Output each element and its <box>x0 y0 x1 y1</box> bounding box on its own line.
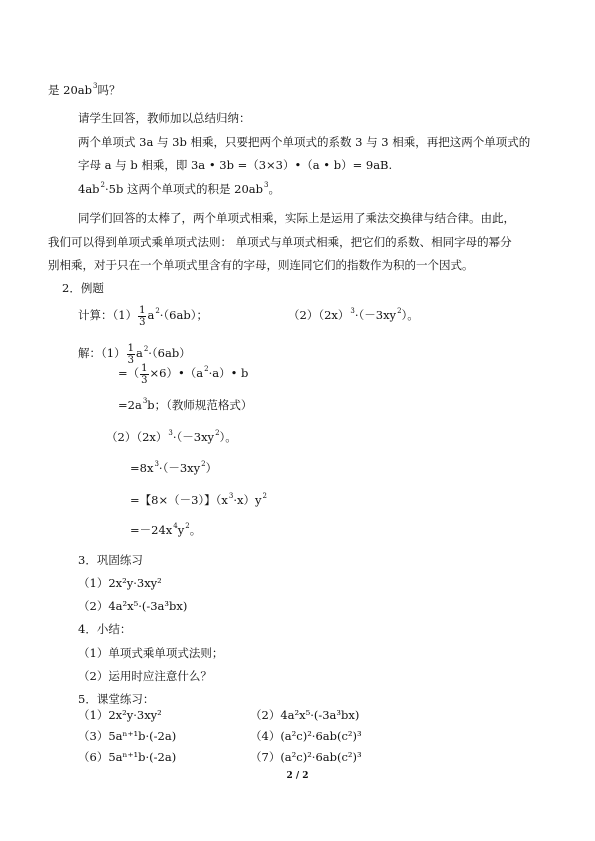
summary-item: （1）单项式乘单项式法则； <box>78 646 224 660</box>
text: 。 <box>189 523 202 537</box>
practice-item: （4）(a²c)²·6ab(c²)³ <box>250 729 362 743</box>
practice-item: （1）2x²y·3xy² <box>78 708 162 722</box>
practice-item: （2）4a²x⁵·(-3a³bx) <box>250 708 360 722</box>
text: ·（－3xy <box>354 308 397 322</box>
calc-line <box>78 300 208 330</box>
text: （2）（2x） <box>106 430 168 444</box>
paragraph: 请学生回答，教师加以总结归纳： <box>78 111 251 125</box>
solution-line <box>106 430 237 444</box>
exponent: 2 <box>155 307 160 315</box>
fraction-denominator: 3 <box>141 374 148 386</box>
text: 解：（1） <box>78 346 126 360</box>
text: ·5b 这两个单项式的积是 20ab <box>105 182 264 196</box>
section-heading: 3．巩固练习 <box>78 553 143 567</box>
exponent: 2 <box>100 181 106 189</box>
exercise-item: （1）2x²y·3xy² <box>78 576 162 590</box>
solution-line <box>130 523 201 537</box>
text: 4ab <box>78 182 100 196</box>
section-heading: 5．课堂练习： <box>78 692 155 706</box>
fraction <box>138 305 146 328</box>
text: ） <box>205 461 218 475</box>
paragraph: 我们可以得到单项式乘单项式法则： 单项式与单项式相乘，把它们的系数、相同字母的幂分 <box>48 235 512 249</box>
text: 计算：（1） <box>78 308 138 322</box>
section-heading: 4．小结： <box>78 622 132 636</box>
exponent: 3 <box>154 460 159 468</box>
exponent: 2 <box>143 345 149 353</box>
fraction-numerator: 1 <box>141 362 148 374</box>
practice-item: （7）(a²c)²·6ab(c²)³ <box>250 750 362 764</box>
question-line <box>48 83 120 97</box>
exercise-item: （2）4a²x⁵·(-3a³bx) <box>78 599 188 613</box>
exponent: 3 <box>142 397 148 405</box>
fraction-numerator: 1 <box>139 304 146 316</box>
solution-line <box>118 398 252 412</box>
text: ）。 <box>219 430 237 444</box>
text: a <box>135 346 143 360</box>
question-text: 是 20ab <box>48 83 93 97</box>
text: ·（－3xy <box>172 430 215 444</box>
solution-line <box>130 493 267 507</box>
exponent: 2 <box>215 429 220 437</box>
text: =（ <box>118 366 140 380</box>
summary-item: （2）运用时应注意什么？ <box>78 669 212 683</box>
exponent: 3 <box>264 181 269 189</box>
text: ·（6ab） <box>148 346 191 360</box>
exponent: 2 <box>185 522 190 530</box>
practice-item: （3）5aⁿ⁺¹b·(-2a) <box>78 729 177 743</box>
text: =8x <box>130 461 154 475</box>
exponent: 2 <box>262 492 267 500</box>
solution-line <box>118 358 248 388</box>
text: a <box>147 308 155 322</box>
exponent: 4 <box>173 522 178 530</box>
practice-item: （6）5aⁿ⁺¹b·(-2a) <box>78 750 177 764</box>
exponent: 2 <box>204 365 209 373</box>
exponent: 3 <box>350 307 355 315</box>
section-heading: 2．例题 <box>62 281 104 295</box>
text: （2）（2x） <box>288 308 350 322</box>
fraction <box>140 363 148 386</box>
text: 。 <box>268 182 280 196</box>
page-number: 2 / 2 <box>286 771 309 781</box>
fraction-denominator: 3 <box>127 354 134 366</box>
fraction-denominator: 3 <box>139 316 146 328</box>
exponent: 2 <box>397 307 402 315</box>
paragraph: 字母 a 与 b 相乘，即 3a • 3b =（3×3）•（a • b）= 9aB. <box>78 158 393 172</box>
text: ·x）y <box>233 493 262 507</box>
exponent: 3 <box>93 82 98 90</box>
paragraph <box>78 182 280 196</box>
paragraph: 同学们回答的太棒了，两个单项式相乘，实际上是运用了乘法交换律与结合律。由此， <box>78 211 515 225</box>
exponent: 3 <box>228 492 234 500</box>
exponent: 3 <box>168 429 173 437</box>
paragraph: 两个单项式 3a 与 3b 相乘，只要把两个单项式的系数 3 与 3 相乘，再把这两个单项式的 <box>78 135 531 149</box>
fraction-numerator: 1 <box>127 342 134 354</box>
text: =－24x <box>130 523 173 537</box>
solution-line <box>130 461 217 475</box>
text: y <box>177 523 185 537</box>
text: ×6）•（a <box>149 366 204 380</box>
exponent: 2 <box>201 460 206 468</box>
text: ·a）• b <box>208 366 249 380</box>
question-end: 吗？ <box>97 83 121 97</box>
calc-line-2 <box>288 300 419 330</box>
text: =2a <box>118 398 142 412</box>
text: =【8×（－3）】（x <box>130 493 228 507</box>
text: b；（教师规范格式） <box>147 398 253 412</box>
text: ·（－3xy <box>158 461 201 475</box>
text: ）。 <box>401 308 419 322</box>
text: ·（6ab）； <box>159 308 208 322</box>
paragraph: 别相乘，对于只在一个单项式里含有的字母，则连同它们的指数作为积的一个因式。 <box>48 258 474 272</box>
